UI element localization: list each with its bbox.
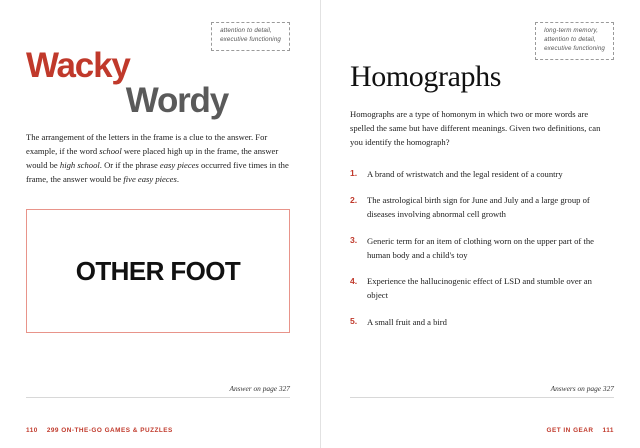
question-number: 4. bbox=[350, 275, 358, 286]
right-tag-line-1: long-term memory, bbox=[544, 27, 599, 34]
right-skill-tags bbox=[535, 22, 614, 60]
homograph-question-list bbox=[350, 168, 614, 330]
left-skill-tags bbox=[211, 22, 290, 51]
question-text: A small fruit and a bird bbox=[367, 316, 447, 327]
right-page bbox=[320, 0, 640, 448]
list-item bbox=[350, 235, 614, 263]
right-answer-note: Answers on page 327 bbox=[350, 384, 614, 398]
left-intro-text: The arrangement of the letters in the frame is a clue to the answer. For example, if the word school were placed high up in the frame, the answer would be high school. Or if the phrase easy pieces occurred five times in the frame, the answer would be five easy pieces. bbox=[26, 132, 289, 185]
right-footer bbox=[546, 427, 614, 434]
question-number: 1. bbox=[350, 168, 358, 179]
page-gutter-divider bbox=[320, 0, 321, 448]
section-title: GET IN GEAR bbox=[546, 427, 594, 434]
left-page-title bbox=[26, 45, 290, 121]
right-page-number: 111 bbox=[602, 427, 614, 434]
question-text: The astrological birth sign for June and July and a large group of diseases involving abnormal cell growth bbox=[367, 195, 590, 220]
right-intro-text: Homographs are a type of homonym in which two or more words are spelled the same but have different meanings. Given two definitions, can you identify the homograph? bbox=[350, 108, 601, 147]
right-tag-container bbox=[350, 22, 614, 60]
left-tag-line-1: attention to detail, bbox=[220, 27, 272, 34]
question-text: Generic term for an item of clothing worn on the upper part of the human body and a child's toy bbox=[367, 235, 594, 260]
list-item bbox=[350, 168, 614, 182]
question-number: 3. bbox=[350, 235, 358, 246]
left-tag-line-2: executive functioning bbox=[220, 35, 281, 43]
question-text: A brand of wristwatch and the legal resident of a country bbox=[367, 168, 563, 179]
puzzle-word: OTHER FOOT bbox=[75, 255, 241, 286]
title-word-wacky: Wacky bbox=[26, 45, 130, 85]
question-number: 5. bbox=[350, 316, 358, 327]
title-word-wordy: Wordy bbox=[125, 81, 228, 121]
left-answer-note: Answer on page 327 bbox=[26, 384, 290, 398]
list-item bbox=[350, 275, 614, 303]
list-item bbox=[350, 316, 614, 330]
list-item bbox=[350, 194, 614, 222]
right-tag-line-3: executive functioning bbox=[544, 44, 605, 52]
puzzle-frame bbox=[26, 209, 290, 333]
book-title: 299 ON-THE-GO GAMES & PUZZLES bbox=[46, 427, 173, 434]
left-footer bbox=[26, 427, 173, 434]
left-page-number: 110 bbox=[26, 427, 38, 434]
question-number: 2. bbox=[350, 194, 358, 205]
right-tag-line-2: attention to detail, bbox=[544, 35, 596, 43]
right-page-title: Homographs bbox=[350, 59, 501, 93]
question-text: Experience the hallucinogenic effect of LSD and stumble over an object bbox=[367, 276, 592, 301]
